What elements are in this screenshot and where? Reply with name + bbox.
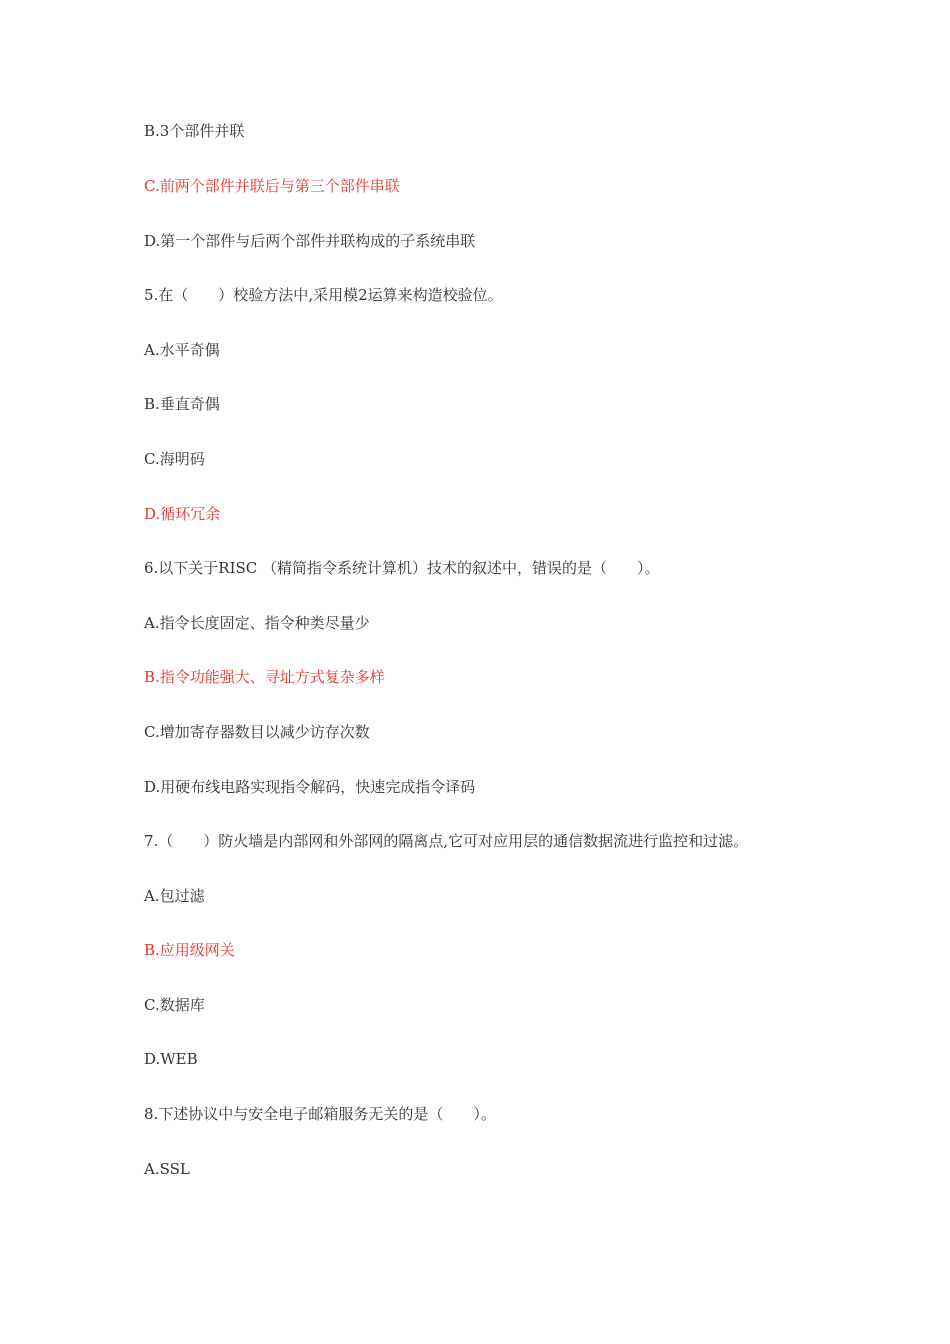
option-line: D.第一个部件与后两个部件并联构成的子系统串联	[144, 232, 476, 250]
option-line: A.包过滤	[144, 887, 205, 905]
option-line: A.指令长度固定、指令种类尽量少	[144, 614, 370, 632]
question-line: 8.下述协议中与安全电子邮箱服务无关的是（ ）。	[144, 1105, 496, 1123]
option-line: D.WEB	[144, 1050, 198, 1068]
option-line-correct: C.前两个部件并联后与第三个部件串联	[144, 177, 400, 195]
option-line: C.增加寄存器数目以减少访存次数	[144, 723, 370, 741]
question-line: 5.在（ ）校验方法中,采用模2运算来构造校验位。	[144, 286, 503, 304]
option-line: D.用硬布线电路实现指令解码，快速完成指令译码	[144, 778, 476, 796]
option-line: A.SSL	[144, 1160, 190, 1178]
option-line: A.水平奇偶	[144, 341, 220, 359]
option-line-correct: B.应用级网关	[144, 941, 235, 959]
option-line-correct: D.循环冗余	[144, 505, 221, 523]
option-line: C.海明码	[144, 450, 205, 468]
question-line: 6.以下关于RISC （精简指令系统计算机）技术的叙述中，错误的是（ ）。	[144, 559, 660, 577]
option-line: B.垂直奇偶	[144, 395, 220, 413]
question-line: 7.（ ）防火墙是内部网和外部网的隔离点,它可对应用层的通信数据流进行监控和过滤。	[144, 832, 749, 850]
option-line: B.3个部件并联	[144, 122, 245, 140]
option-line: C.数据库	[144, 996, 205, 1014]
option-line-correct: B.指令功能强大、寻址方式复杂多样	[144, 668, 385, 686]
